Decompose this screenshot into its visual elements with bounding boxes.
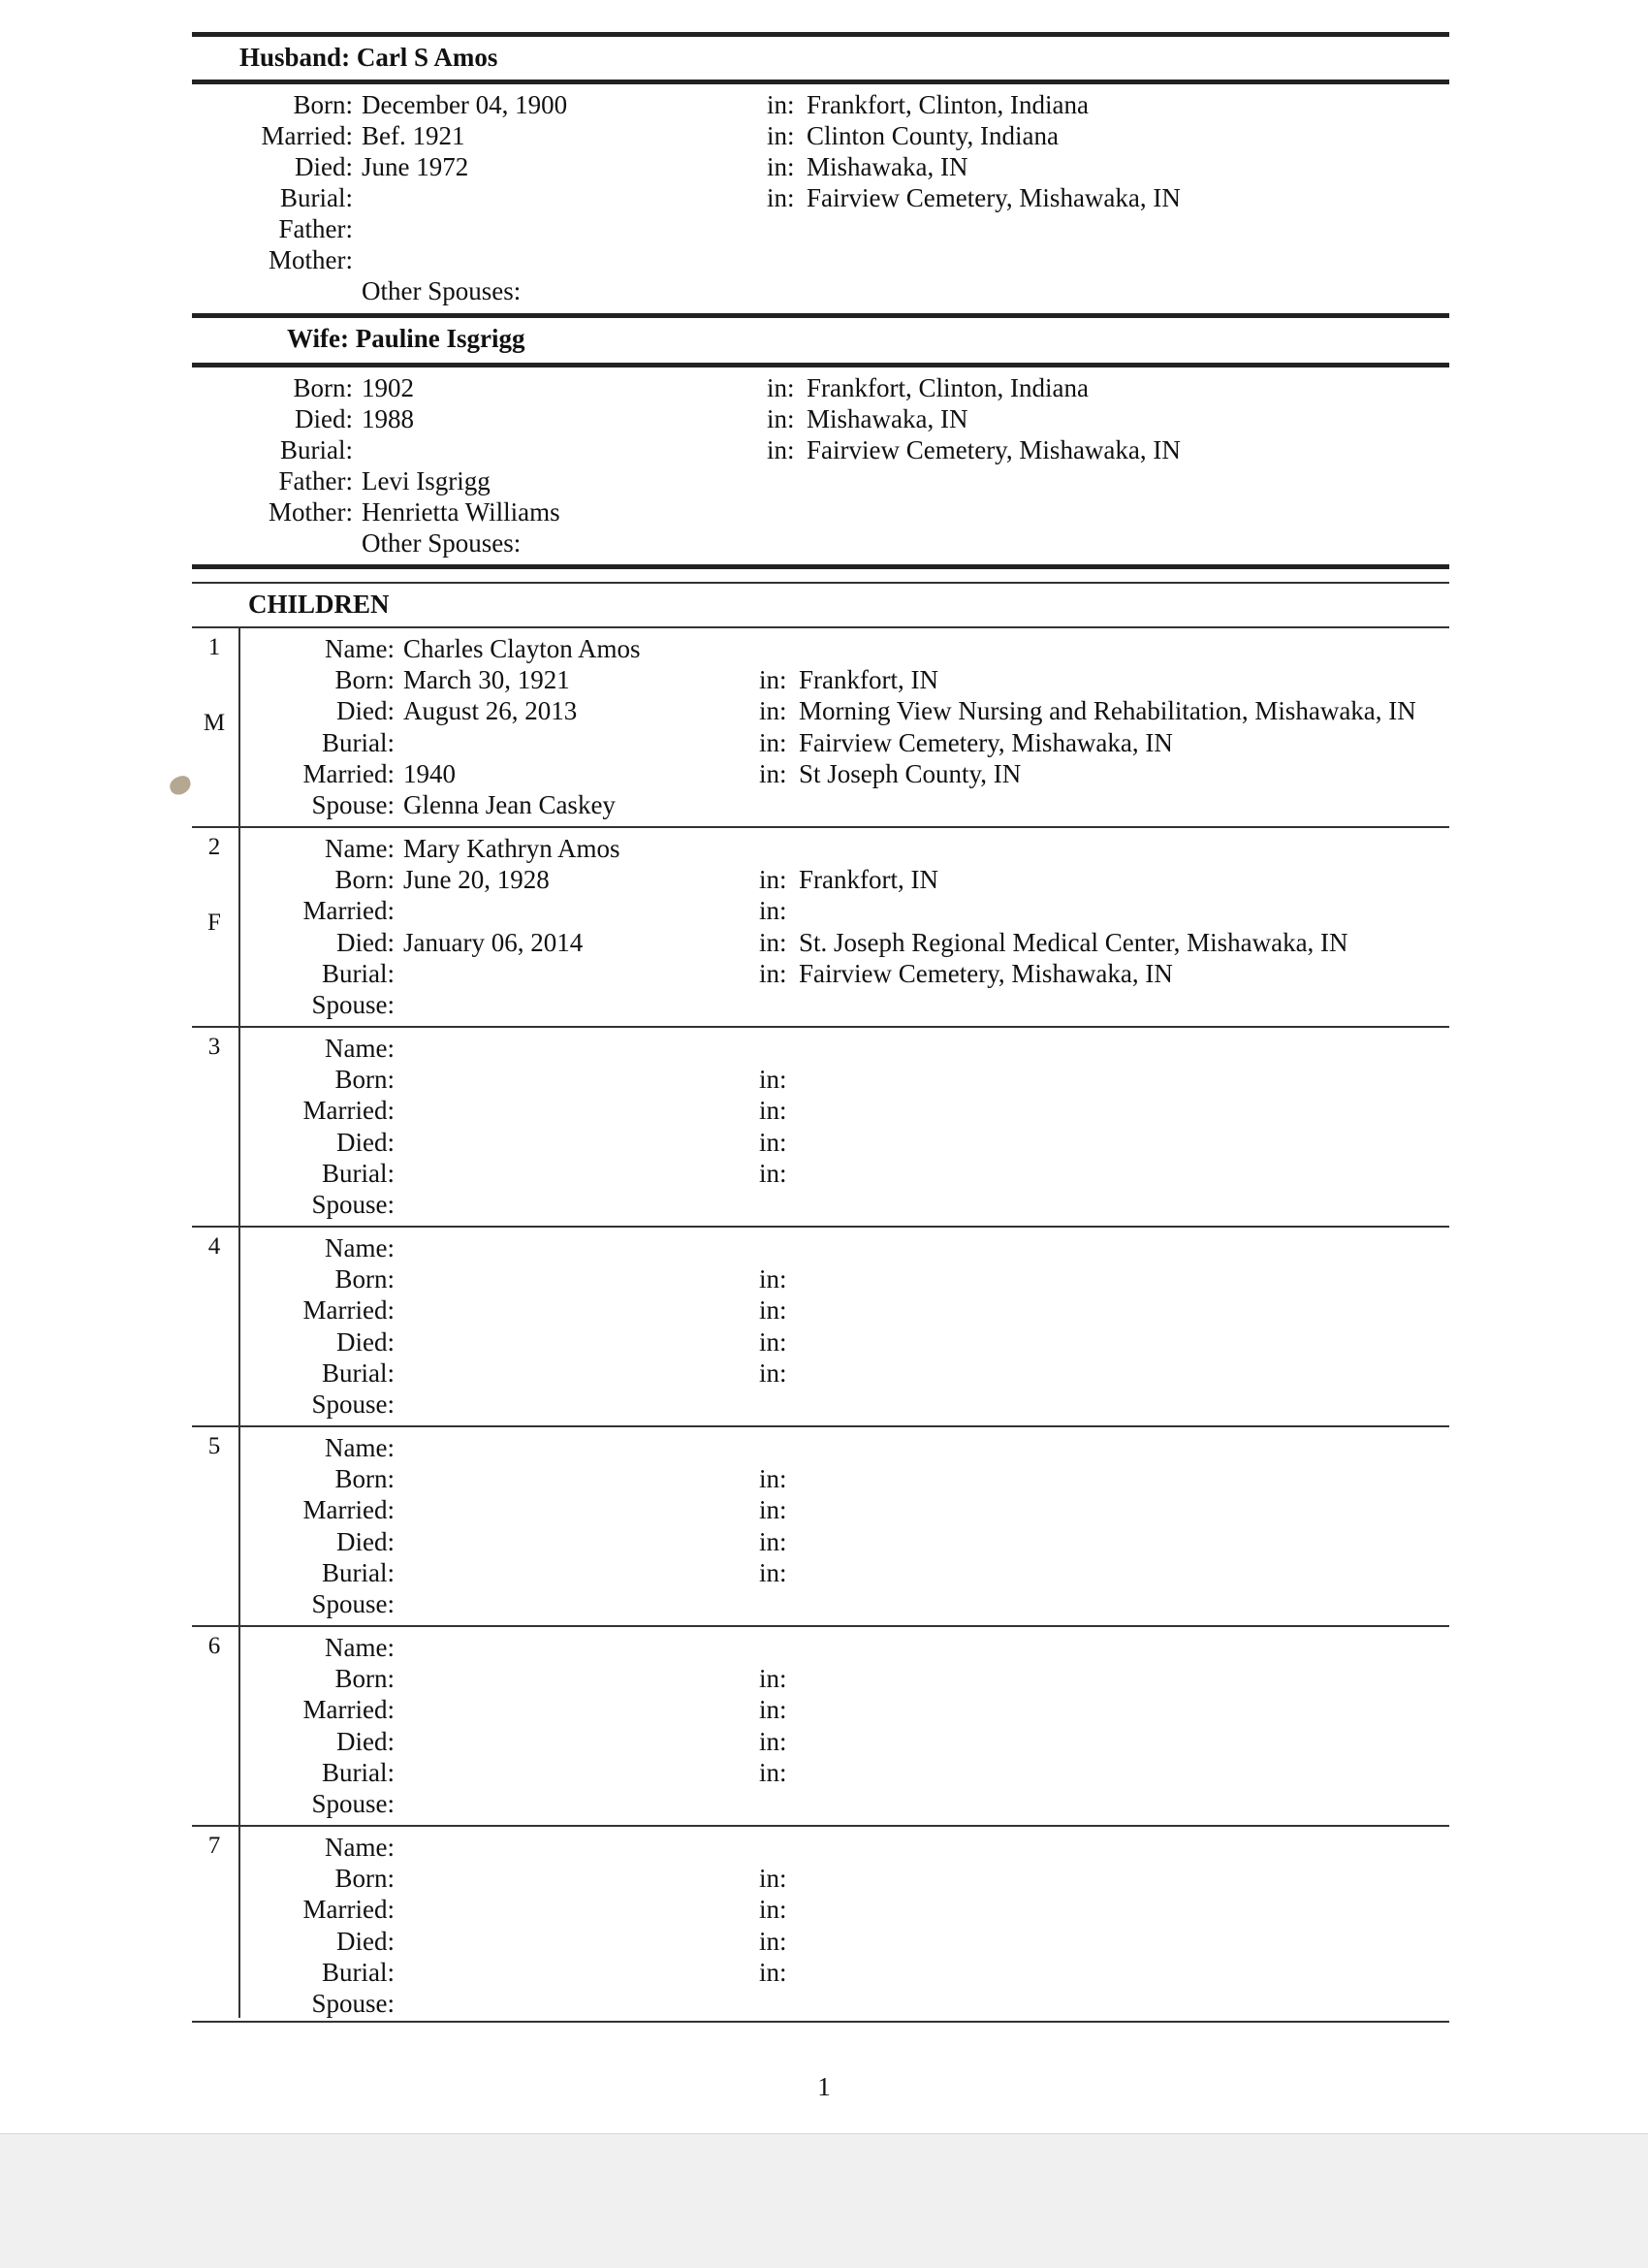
child-married-in: in: (759, 1895, 787, 1925)
child-separator-rule (192, 1825, 1449, 1827)
wife-heading (287, 324, 525, 354)
child-burial-place: Fairview Cemetery, Mishawaka, IN (799, 958, 1173, 988)
children-number-column-divider (238, 627, 240, 2018)
wife-mother-label: Mother: (269, 497, 353, 527)
child-separator-rule (192, 1425, 1449, 1427)
child-spouse-label: Spouse: (311, 1989, 395, 2018)
child-died-label: Died: (336, 696, 395, 726)
husband-heading-label: Husband: (239, 43, 351, 72)
child-name-value: Mary Kathryn Amos (403, 834, 620, 863)
child-married-label: Married: (302, 1895, 395, 1925)
child-died-value: August 26, 2013 (403, 696, 578, 726)
child-died-label: Died: (336, 1926, 395, 1956)
husband-born-place: Frankfort, Clinton, Indiana (807, 90, 1089, 119)
child-burial-label: Burial: (322, 1957, 395, 1987)
child-burial-in: in: (759, 1358, 787, 1388)
child-name-value: Charles Clayton Amos (403, 634, 641, 663)
child-married-in: in: (759, 758, 787, 788)
wife-father-label: Father: (278, 466, 353, 495)
child-born-place: Frankfort, IN (799, 865, 938, 895)
wife-died-value: 1988 (362, 404, 414, 433)
wife-father-value: Levi Isgrigg (362, 466, 491, 495)
child-born-place: Frankfort, IN (799, 665, 938, 695)
child-born-in: in: (759, 1864, 787, 1894)
child-spouse-label: Spouse: (311, 1589, 395, 1618)
child-spouse-label: Spouse: (311, 1190, 395, 1219)
child-born-in: in: (759, 665, 787, 695)
child-married-place: St Joseph County, IN (799, 758, 1022, 788)
child-married-in: in: (759, 1295, 787, 1326)
child-born-in: in: (759, 1664, 787, 1694)
children-heading: CHILDREN (248, 590, 390, 619)
child-married-in: in: (759, 1695, 787, 1725)
child-separator-rule (192, 1625, 1449, 1627)
husband-married-value: Bef. 1921 (362, 121, 465, 150)
child-born-in: in: (759, 1464, 787, 1494)
child-died-in: in: (759, 1926, 787, 1956)
child-burial-in: in: (759, 1158, 787, 1188)
child-born-label: Born: (334, 865, 395, 895)
child-spouse-label: Spouse: (311, 990, 395, 1019)
child-died-place: Morning View Nursing and Rehabilitation, Mishawaka, IN (799, 696, 1416, 726)
husband-born-value: December 04, 1900 (362, 90, 568, 119)
child-born-label: Born: (334, 1464, 395, 1494)
husband-burial-label: Burial: (280, 183, 353, 212)
child-died-label: Died: (336, 1127, 395, 1157)
child-burial-in: in: (759, 1557, 787, 1587)
child-married-label: Married: (302, 896, 395, 926)
wife-burial-place: Fairview Cemetery, Mishawaka, IN (807, 435, 1181, 464)
wife-born-value: 1902 (362, 373, 414, 402)
child-married-label: Married: (302, 1695, 395, 1725)
child-separator-rule (192, 1226, 1449, 1228)
children-bottom-rule (192, 2021, 1449, 2023)
child-number: 1 (207, 634, 221, 660)
child-name-label: Name: (325, 1034, 395, 1063)
husband-born-in: in: (767, 90, 795, 119)
husband-name: Carl S Amos (356, 43, 498, 72)
child-spouse-label: Spouse: (311, 1789, 395, 1818)
husband-died-value: June 1972 (362, 152, 469, 181)
child-name-label: Name: (325, 1833, 395, 1862)
husband-died-label: Died: (295, 152, 353, 181)
child-spouse-label: Spouse: (311, 790, 395, 819)
child-burial-label: Burial: (322, 1757, 395, 1787)
child-number: 4 (207, 1233, 221, 1260)
child-died-label: Died: (336, 1726, 395, 1756)
child-married-label: Married: (302, 1295, 395, 1326)
child-died-place: St. Joseph Regional Medical Center, Mishawaka, IN (799, 927, 1348, 957)
child-sex: M (203, 710, 226, 736)
child-name-label: Name: (325, 1633, 395, 1662)
child-married-label: Married: (302, 1495, 395, 1525)
husband-other-spouses: Other Spouses: (362, 276, 522, 305)
child-burial-label: Burial: (322, 1557, 395, 1587)
child-born-label: Born: (334, 1264, 395, 1294)
child-burial-label: Burial: (322, 727, 395, 757)
wife-burial-in: in: (767, 435, 795, 464)
child-spouse-label: Spouse: (311, 1390, 395, 1419)
husband-died-place: Mishawaka, IN (807, 152, 968, 181)
child-died-in: in: (759, 1127, 787, 1157)
child-burial-place: Fairview Cemetery, Mishawaka, IN (799, 727, 1173, 757)
page-number: 1 (817, 2072, 831, 2101)
child-spouse-value: Glenna Jean Caskey (403, 790, 616, 819)
child-died-in: in: (759, 927, 787, 957)
child-died-in: in: (759, 696, 787, 726)
children-heading-rule (192, 626, 1449, 628)
child-married-in: in: (759, 896, 787, 926)
wife-born-in: in: (767, 373, 795, 402)
child-born-in: in: (759, 1264, 787, 1294)
wife-born-place: Frankfort, Clinton, Indiana (807, 373, 1089, 402)
child-born-label: Born: (334, 665, 395, 695)
wife-died-in: in: (767, 404, 795, 433)
child-married-value: 1940 (403, 758, 456, 788)
wife-top-rule (192, 313, 1449, 318)
child-died-in: in: (759, 1526, 787, 1556)
child-died-value: January 06, 2014 (403, 927, 584, 957)
wife-name: Pauline Isgrigg (355, 324, 525, 353)
wife-died-label: Died: (295, 404, 353, 433)
child-born-value: June 20, 1928 (403, 865, 550, 895)
child-name-label: Name: (325, 1433, 395, 1462)
child-married-label: Married: (302, 1096, 395, 1126)
child-died-label: Died: (336, 1526, 395, 1556)
child-born-label: Born: (334, 1664, 395, 1694)
husband-burial-place: Fairview Cemetery, Mishawaka, IN (807, 183, 1181, 212)
wife-other-spouses: Other Spouses: (362, 528, 522, 558)
child-burial-in: in: (759, 1757, 787, 1787)
husband-married-in: in: (767, 121, 795, 150)
child-born-value: March 30, 1921 (403, 665, 570, 695)
wife-heading-label: Wife: (287, 324, 349, 353)
child-married-in: in: (759, 1495, 787, 1525)
child-name-label: Name: (325, 1233, 395, 1262)
children-upper-rule (192, 582, 1449, 584)
husband-married-place: Clinton County, Indiana (807, 121, 1059, 150)
husband-heading (239, 43, 497, 73)
husband-died-in: in: (767, 152, 795, 181)
children-top-rule (192, 564, 1449, 569)
child-number: 2 (207, 834, 221, 860)
child-burial-in: in: (759, 958, 787, 988)
child-died-in: in: (759, 1326, 787, 1357)
husband-father-label: Father: (278, 214, 353, 243)
child-burial-in: in: (759, 1957, 787, 1987)
child-number: 7 (207, 1833, 221, 1859)
child-separator-rule (192, 826, 1449, 828)
child-burial-label: Burial: (322, 1358, 395, 1388)
child-died-label: Died: (336, 927, 395, 957)
wife-died-place: Mishawaka, IN (807, 404, 968, 433)
child-burial-label: Burial: (322, 1158, 395, 1188)
child-number: 6 (207, 1633, 221, 1659)
child-separator-rule (192, 1026, 1449, 1028)
wife-born-label: Born: (293, 373, 353, 402)
child-married-in: in: (759, 1096, 787, 1126)
child-died-label: Died: (336, 1326, 395, 1357)
wife-mother-value: Henrietta Williams (362, 497, 560, 527)
child-born-in: in: (759, 865, 787, 895)
husband-mother-label: Mother: (269, 245, 353, 274)
child-born-label: Born: (334, 1065, 395, 1095)
scan-speck (168, 774, 194, 797)
husband-heading-rule (192, 80, 1449, 84)
child-born-in: in: (759, 1065, 787, 1095)
child-burial-in: in: (759, 727, 787, 757)
wife-heading-rule (192, 363, 1449, 367)
child-sex: F (207, 910, 221, 936)
husband-married-label: Married: (261, 121, 353, 150)
child-name-label: Name: (325, 834, 395, 863)
scanner-background-strip (0, 2133, 1648, 2268)
husband-born-label: Born: (293, 90, 353, 119)
child-married-label: Married: (302, 758, 395, 788)
child-name-label: Name: (325, 634, 395, 663)
child-number: 3 (207, 1034, 221, 1060)
top-rule (192, 32, 1449, 37)
husband-burial-in: in: (767, 183, 795, 212)
child-born-label: Born: (334, 1864, 395, 1894)
child-burial-label: Burial: (322, 958, 395, 988)
child-died-in: in: (759, 1726, 787, 1756)
wife-burial-label: Burial: (280, 435, 353, 464)
child-number: 5 (207, 1433, 221, 1459)
